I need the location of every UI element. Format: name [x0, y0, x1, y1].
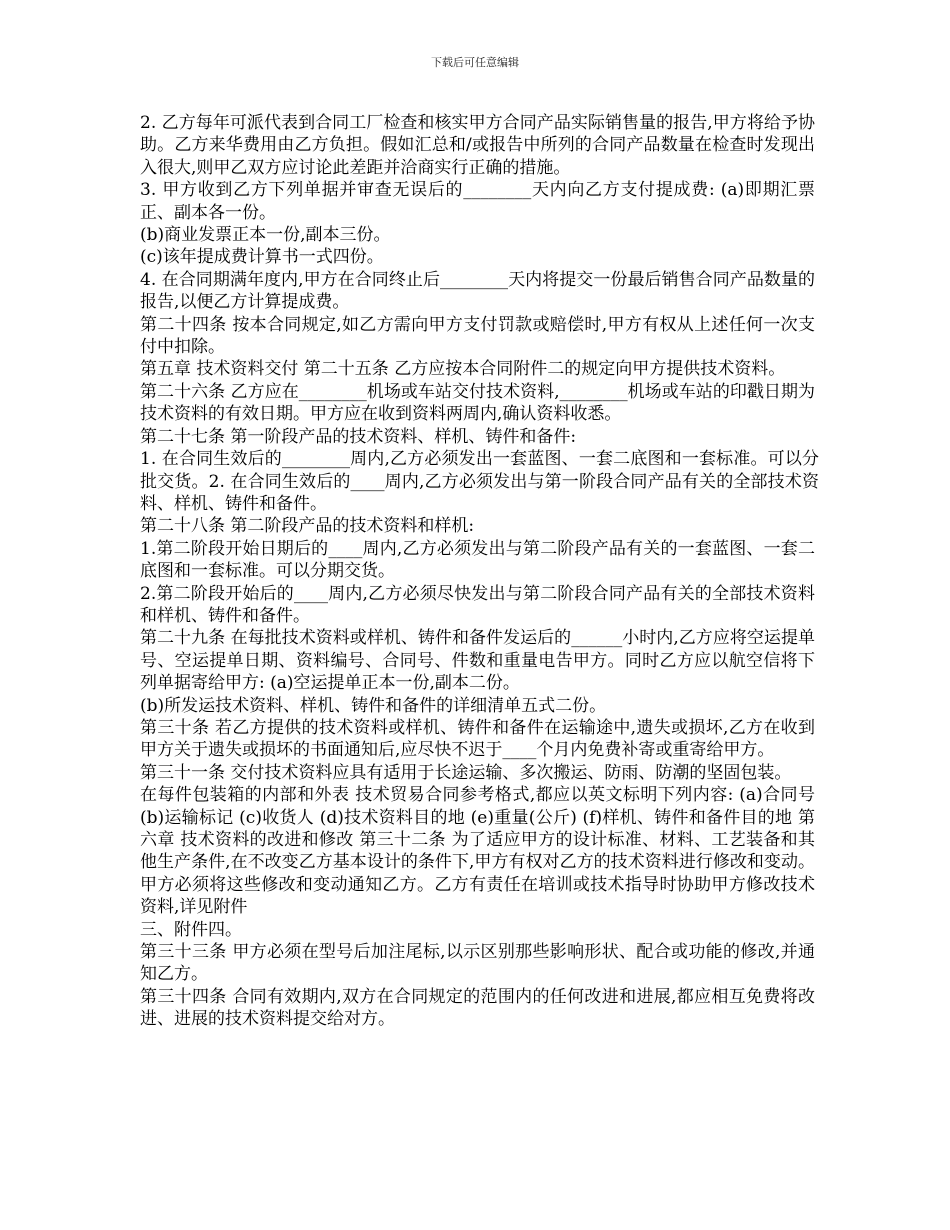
paragraph-phase-1-delivery: 1. 在合同生效后的________周内,乙方必须发出一套蓝图、一套二底图和一套标准。可以分批交货。2. 在合同生效后的____周内,乙方必须发出与第一阶段合同产品有关的全部技术资料、样机、铸件和备件。	[140, 449, 819, 514]
paragraph-packing-marks-article-32: 在每件包装箱的内部和外表 技术贸易合同参考格式,都应以英文标明下列内容: (a)合同号 (b)运输标记 (c)收货人 (d)技术资料目的地 (e)重量(公斤) (f)样机、铸件和备件目的地 第六章 技术资料的改进和修改 第三十二条 为了适应甲方的设计标准、材料、工艺装备和其他生产条件,在不改变乙方基本设计的条件下,甲方有权对乙方的技术资料进行修改和变动。甲方必须将这些修改和变动通知乙方。乙方有责任在培训或技术指导时协助甲方修改技术资料,详见附件	[140, 785, 815, 918]
paragraph-article-26: 第二十六条 乙方应在________机场或车站交付技术资料,________机场或车站的印戳日期为技术资料的有效日期。甲方应在收到资料两周内,确认资料收悉。	[140, 381, 815, 425]
paragraph-article-24: 第二十四条 按本合同规定,如乙方需向甲方支付罚款或赔偿时,甲方有权从上述任何一次支付中扣除。	[140, 314, 815, 358]
paragraph-sales-inspection: 2. 乙方每年可派代表到合同工厂检查和核实甲方合同产品实际销售量的报告,甲方将给予协助。乙方来华费用由乙方负担。假如汇总和/或报告中所列的合同产品数量在检查时发现出入很大,则甲乙双方应讨论此差距并洽商实行正确的措施。	[140, 113, 815, 178]
paragraph-shipment-list: (b)所发运技术资料、样机、铸件和备件的详细清单五式二份。	[140, 695, 607, 716]
paragraph-royalty-payment: 3. 甲方收到乙方下列单据并审查无误后的________天内向乙方支付提成费: (a)即期汇票正、副本各一份。	[140, 180, 815, 223]
paragraph-phase-2-blueprints: 1.第二阶段开始日期后的____周内,乙方必须发出与第二阶段产品有关的一套蓝图、一套二底图和一套标准。可以分期交货。	[140, 538, 815, 582]
paragraph-article-33: 第三十三条 甲方必须在型号后加注尾标,以示区别那些影响形状、配合或功能的修改,并通知乙方。	[140, 942, 815, 985]
paragraph-article-29: 第二十九条 在每批技术资料或样机、铸件和备件发运后的______小时内,乙方应将空运提单号、空运提单日期、资料编号、合同号、件数和重量电告甲方。同时乙方应以航空信将下列单据寄给甲方: (a)空运提单正本一份,副本二份。	[140, 628, 815, 694]
paragraph-article-34: 第三十四条 合同有效期内,双方在合同规定的范围内的任何改进和进展,都应相互免费将改进、进展的技术资料提交给对方。	[140, 986, 815, 1030]
paragraph-final-sales-report: 4. 在合同期满年度内,甲方在合同终止后________天内将提交一份最后销售合同产品数量的报告,以便乙方计算提成费。	[140, 269, 815, 313]
paragraph-chapter-5-article-25: 第五章 技术资料交付 第二十五条 乙方应按本合同附件二的规定向甲方提供技术资料。	[140, 359, 786, 380]
paragraph-phase-2-full-data: 2.第二阶段开始后的____周内,乙方必须尽快发出与第二阶段合同产品有关的全部技术资料和样机、铸件和备件。	[140, 583, 815, 626]
paragraph-article-28: 第二十八条 第二阶段产品的技术资料和样机:	[140, 516, 475, 537]
document-body	[140, 112, 819, 1031]
paragraph-article-31: 第三十一条 交付技术资料应具有适用于长途运输、多次搬运、防雨、防潮的坚固包装。	[140, 762, 792, 783]
paragraph-commercial-invoice: (b)商业发票正本一份,副本三份。	[140, 225, 391, 246]
paragraph-annex-4: 三、附件四。	[140, 919, 242, 940]
paragraph-article-30: 第三十条 若乙方提供的技术资料或样机、铸件和备件在运输途中,遗失或损坏,乙方在收到甲方关于遗失或损坏的书面通知后,应尽快不迟于____个月内免费补寄或重寄给甲方。	[140, 717, 815, 761]
paragraph-royalty-statement: (c)该年提成费计算书一式四份。	[140, 247, 384, 268]
paragraph-article-27: 第二十七条 第一阶段产品的技术资料、样机、铸件和备件:	[140, 426, 577, 447]
page-header-note: 下载后可任意编辑	[431, 56, 519, 69]
